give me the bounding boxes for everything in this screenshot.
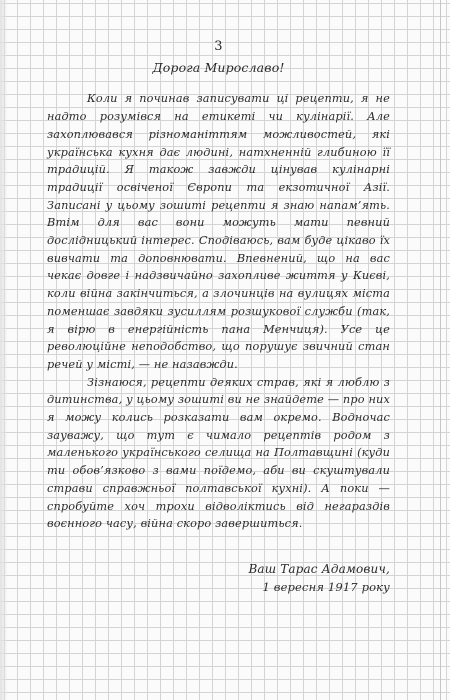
notebook-spine [0, 0, 8, 700]
letter-date: 1 вересня 1917 року [262, 579, 390, 594]
letter-paragraph: Зізнаюся, рецепти деяких страв, які я люблю з дитинства, у цьому зошиті ви не знайдете — про них я можу колись розказати вам окремо. Водночас зауважу, що тут є чимало рецептів родом з маленького українського селища на Полтавщині (куди ти обов’язково з вами поїдемо, аби ви скуштували страви справжньої полтавської кухні). А поки — спробуйте хоч трохи відволіктись від негараздів воєнного часу, війна скоро завершиться. [47, 375, 390, 531]
letter [47, 38, 390, 596]
letter-paragraph: Коли я починав записувати ці рецепти, я не надто розумівся на етикеті чи кулінарії. Але захоплювався різноманіттям можливостей, які українська кухня дає людині, натхненній глибиною її традицій. Я також завжди цінував кулінарні традиції освіченої Європи та екзотичної Азії. Записані у цьому зошиті рецепти я знаю напам’ять. Втім для вас вони можуть мати певний дослідницький інтерес. Сподіваюсь, вам буде цікаво їх вивчати та доповнювати. Впевнений, що на вас чекає довге і надзвичайно захопливе життя у Києві, коли війна закінчиться, а злочинців на вулицях міста поменшає завдяки зусиллям розшукової служби (так, я вірю в енергійність пана Менчиця). Усе це революційне неподобство, що порушує звичний стан речей у місті, — не назавжди. [47, 92, 390, 371]
page-number: 3 [214, 39, 223, 54]
letter-signature: Ваш Тарас Адамович, [248, 561, 390, 576]
margin-line [440, 0, 441, 700]
letter-greeting: Дорога Мирославо! [152, 59, 285, 75]
